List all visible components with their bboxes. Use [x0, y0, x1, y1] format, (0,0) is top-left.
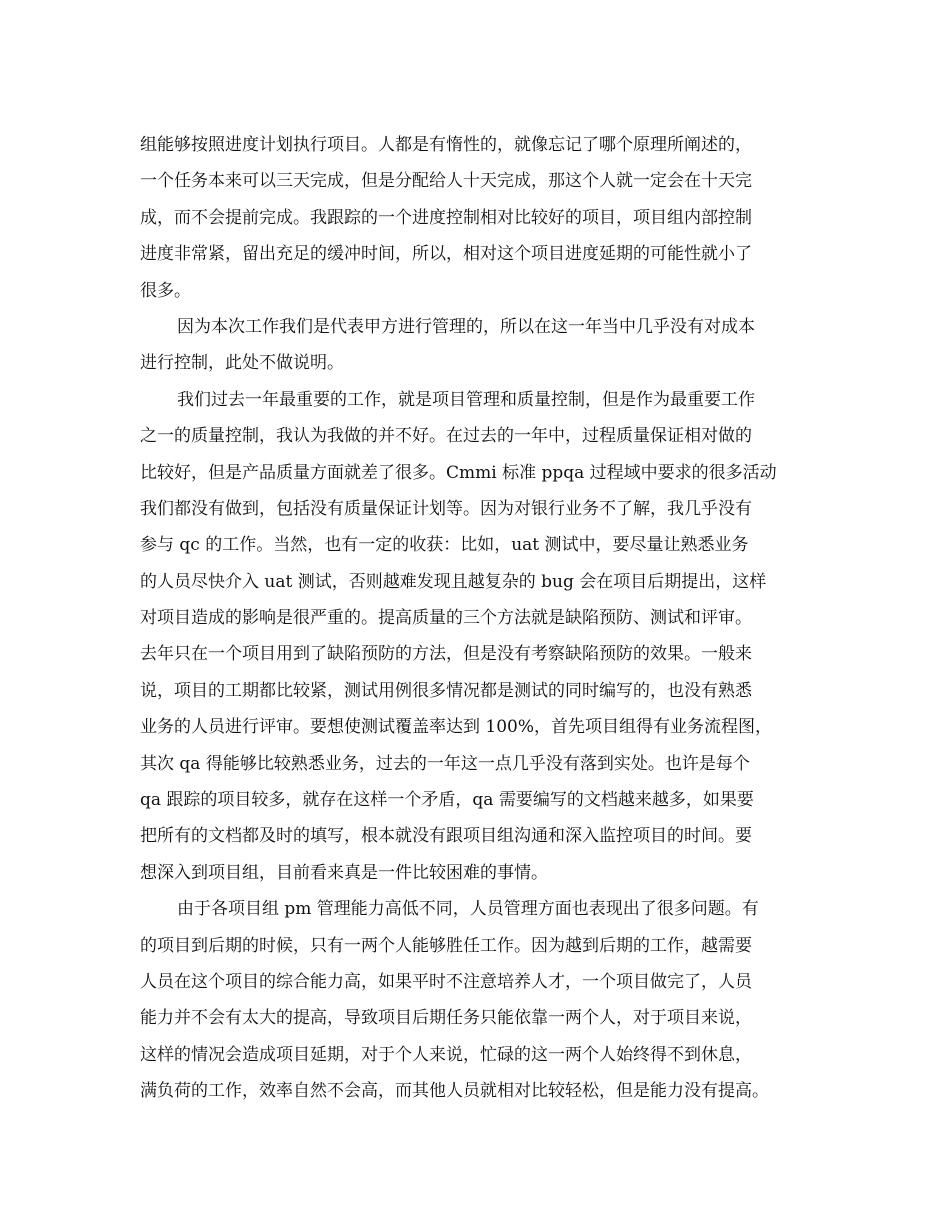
text-line: 其次 qa 得能够比较熟悉业务，过去的一年这一点几乎没有落到实处。也许是每个: [140, 753, 750, 774]
text-line: 业务的人员进行评审。要想使测试覆盖率达到 100%，首先项目组得有业务流程图，: [140, 717, 773, 738]
text-line: 进行控制，此处不做说明。: [140, 353, 344, 374]
text-line: 去年只在一个项目用到了缺陷预防的方法，但是没有考察缺陷预防的效果。一般来: [140, 644, 752, 665]
text-line: 想深入到项目组，目前看来真是一件比较困难的事情。: [140, 862, 548, 883]
text-line: 满负荷的工作，效率自然不会高，而其他人员就相对比较轻松，但是能力没有提高。: [140, 1081, 769, 1102]
text-line: 之一的质量控制，我认为我做的并不好。在过去的一年中，过程质量保证相对做的: [140, 426, 752, 447]
text-line: 比较好，但是产品质量方面就差了很多。Cmmi 标准 ppqa 过程域中要求的很多活动: [140, 462, 777, 483]
text-line: 我们都没有做到，包括没有质量保证计划等。因为对银行业务不了解，我几乎没有: [140, 498, 752, 519]
text-line: 人员在这个项目的综合能力高，如果平时不注意培养人才，一个项目做完了，人员: [140, 971, 752, 992]
text-line: 组能够按照进度计划执行项目。人都是有惰性的，就像忘记了哪个原理所阐述的，: [140, 135, 752, 155]
text-line: 进度非常紧，留出充足的缓冲时间，所以，相对这个项目进度延期的可能性就小了: [140, 244, 752, 265]
text-line: 把所有的文档都及时的填写，根本就没有跟项目组沟通和深入监控项目的时间。要: [140, 826, 752, 847]
text-line: 能力并不会有太大的提高，导致项目后期任务只能依靠一两个人，对于项目来说，: [140, 1008, 752, 1029]
text-line: 的项目到后期的时候，只有一两个人能够胜任工作。因为越到后期的工作，越需要: [140, 935, 752, 956]
document-body: [140, 127, 830, 1110]
paragraph-start-line: 因为本次工作我们是代表甲方进行管理的，所以在这一年当中几乎没有对成本: [177, 316, 755, 337]
text-line: 参与 qc 的工作。当然，也有一定的收获：比如，uat 测试中，要尽量让熟悉业务: [140, 535, 749, 556]
text-line: 成，而不会提前完成。我跟踪的一个进度控制相对比较好的项目，项目组内部控制: [140, 207, 752, 228]
text-line: qa 跟踪的项目较多，就存在这样一个矛盾，qa 需要编写的文档越来越多，如果要: [140, 790, 754, 811]
text-line: 这样的情况会造成项目延期，对于个人来说，忙碌的这一两个人始终得不到休息，: [140, 1044, 752, 1065]
text-line: 很多。: [140, 280, 191, 301]
paragraph-start-line: 我们过去一年最重要的工作，就是项目管理和质量控制，但是作为最重要工作: [177, 389, 755, 410]
text-line: 一个任务本来可以三天完成，但是分配给人十天完成，那这个人就一定会在十天完: [140, 171, 752, 192]
text-line: 的人员尽快介入 uat 测试，否则越难发现且越复杂的 bug 会在项目后期提出，这样: [140, 571, 767, 592]
text-line: 对项目造成的影响是很严重的。提高质量的三个方法就是缺陷预防、测试和评审。: [140, 608, 752, 629]
text-line: 说，项目的工期都比较紧，测试用例很多情况都是测试的同时编写的，也没有熟悉: [140, 680, 752, 701]
paragraph-start-line: 由于各项目组 pm 管理能力高低不同，人员管理方面也表现出了很多问题。有: [177, 899, 759, 920]
